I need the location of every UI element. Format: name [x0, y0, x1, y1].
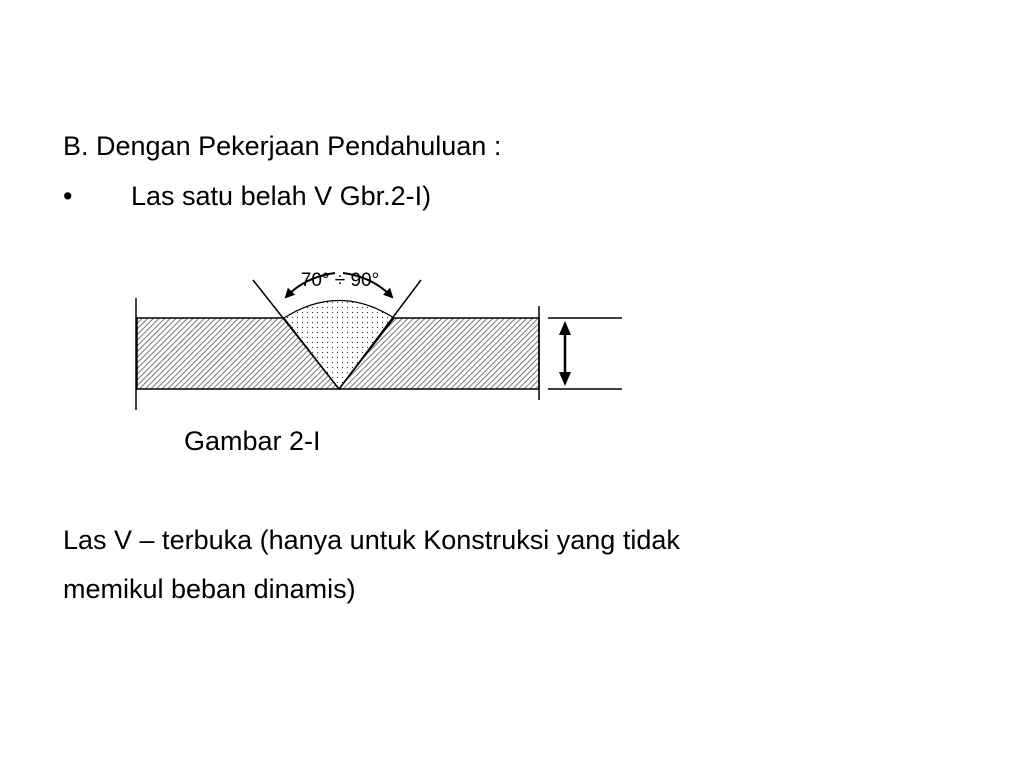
description-line-1: Las V – terbuka (hanya untuk Konstruksi yang tidak — [63, 525, 680, 555]
angle-label: 70° ÷ 90° — [300, 270, 380, 291]
section-heading: B. Dengan Pekerjaan Pendahuluan : — [63, 131, 502, 161]
v-weld-diagram — [120, 255, 640, 420]
bullet-marker: • — [63, 181, 73, 211]
description-line-2: memikul beban dinamis) — [63, 574, 356, 604]
thickness-arrow-down-icon — [559, 372, 571, 386]
bullet-text: Las satu belah V Gbr.2-I) — [131, 181, 432, 211]
thickness-arrow-up-icon — [559, 321, 571, 335]
figure-caption: Gambar 2-I — [184, 426, 321, 456]
